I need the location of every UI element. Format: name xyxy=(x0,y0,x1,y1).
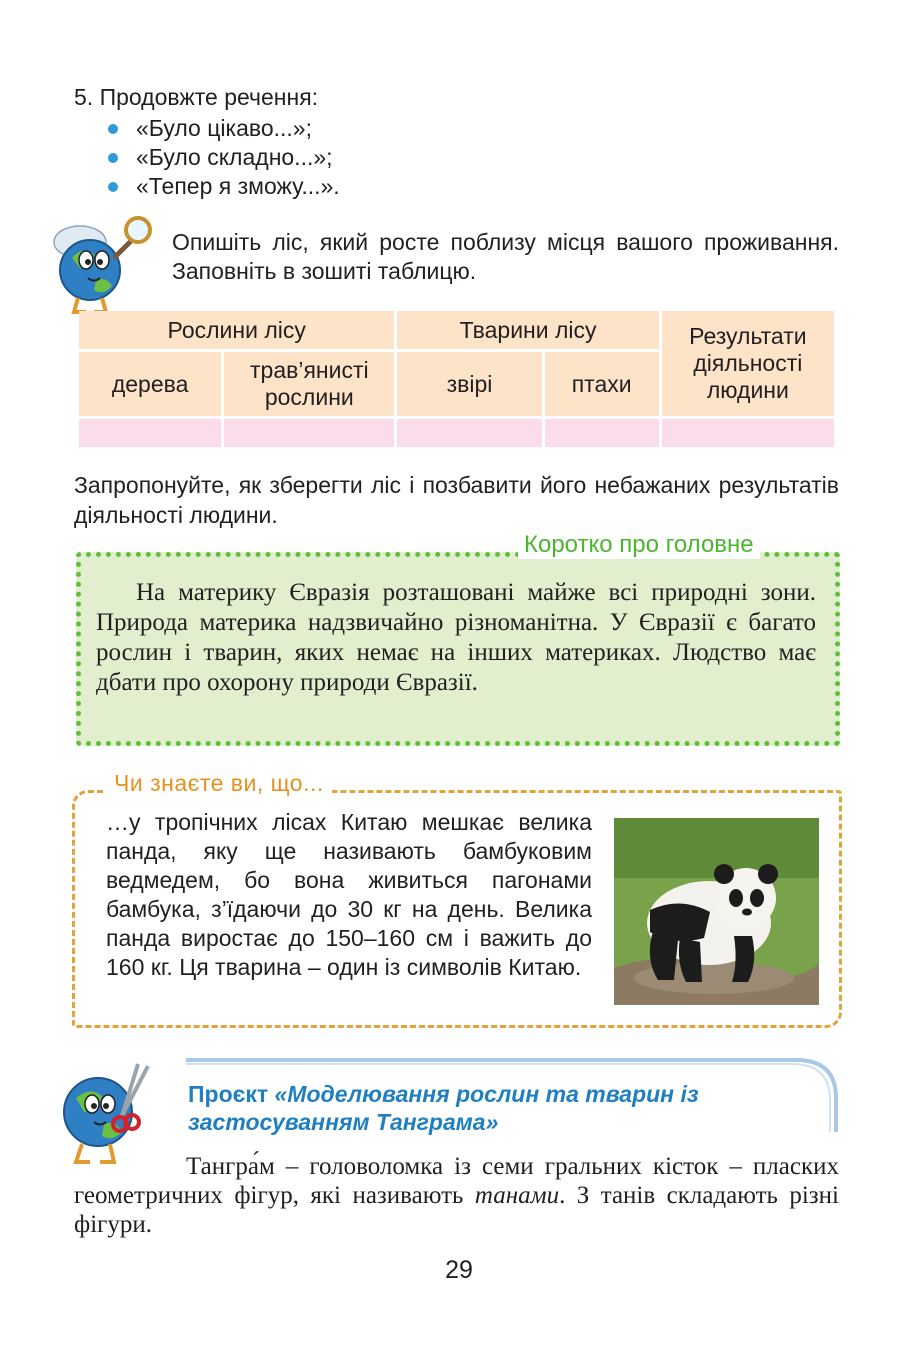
table-header-birds: птахи xyxy=(545,352,659,416)
task5-bullet-list xyxy=(106,114,340,201)
project-name: «Моделювання рослин та тварин із застосуванням Танграма» xyxy=(188,1081,699,1135)
table-cell-empty xyxy=(397,419,541,447)
table-header-grasses: трав’янисті рослини xyxy=(224,352,394,416)
bullet-dot-icon xyxy=(108,124,118,134)
table-header-plants: Рослини лісу xyxy=(79,311,394,349)
panda-photo xyxy=(614,818,819,1005)
tangram-term: танами xyxy=(474,1182,560,1209)
table-cell-empty xyxy=(224,419,394,447)
propose-text: Запропонуйте, як зберегти ліс і позбавити його небажаних результатів діяльності людини. xyxy=(74,472,839,528)
project-title xyxy=(188,1080,828,1136)
table-cell-empty xyxy=(662,419,834,447)
summary-title: Коротко про головне xyxy=(518,531,760,559)
table-header-human-impact: Результати діяльності людини xyxy=(662,311,834,416)
table-header-trees: дерева xyxy=(79,352,221,416)
did-you-know-text: …у тропічних лісах Китаю мешкає велика панда, яку ще називають бамбуковим ведмедем, бо вона живиться пагонами бамбука, з’їдаючи до 30 кг на день. Велика панда виростає до 150–160 см і важить до 160 кг. Ця тварина – один із символів Китаю. xyxy=(106,809,592,980)
project-label: Проєкт xyxy=(188,1081,269,1107)
forest-task-text: Опишіть ліс, який росте поблизу місця вашого проживання. Заповніть в зошиті таблицю. xyxy=(172,229,839,284)
forest-table xyxy=(76,308,837,450)
bullet-dot-icon xyxy=(108,153,118,163)
did-you-know-title: Чи знаєте ви, що... xyxy=(106,770,332,797)
summary-text: На материку Євразія розташовані майже всі природні зони. Природа материка надзвичайно різноманітна. У Євразії є багато рослин і тварин, яких немає на інших материках. Людство має дбати про охорону природи Євразії. xyxy=(96,579,816,696)
task5-title: 5. Продовжте речення: xyxy=(74,84,319,110)
table-header-beasts: звірі xyxy=(397,352,541,416)
page-number: 29 xyxy=(445,1256,473,1284)
table-header-animals: Тварини лісу xyxy=(397,311,658,349)
list-item: «Тепер я зможу...». xyxy=(106,172,340,201)
table-cell-empty xyxy=(545,419,659,447)
bullet-dot-icon xyxy=(108,182,118,192)
globe-mascot-magnifier-icon xyxy=(50,208,160,318)
table-row xyxy=(79,419,834,447)
list-item: «Було цікаво...»; xyxy=(106,114,340,143)
tangram-text: Тангра́м – головоломка із семи гральних кісток – пласких геометричних фігур, які називають танами. З танів складають різні фігури. xyxy=(74,1153,839,1238)
table-cell-empty xyxy=(79,419,221,447)
list-item: «Було складно...»; xyxy=(106,143,340,172)
